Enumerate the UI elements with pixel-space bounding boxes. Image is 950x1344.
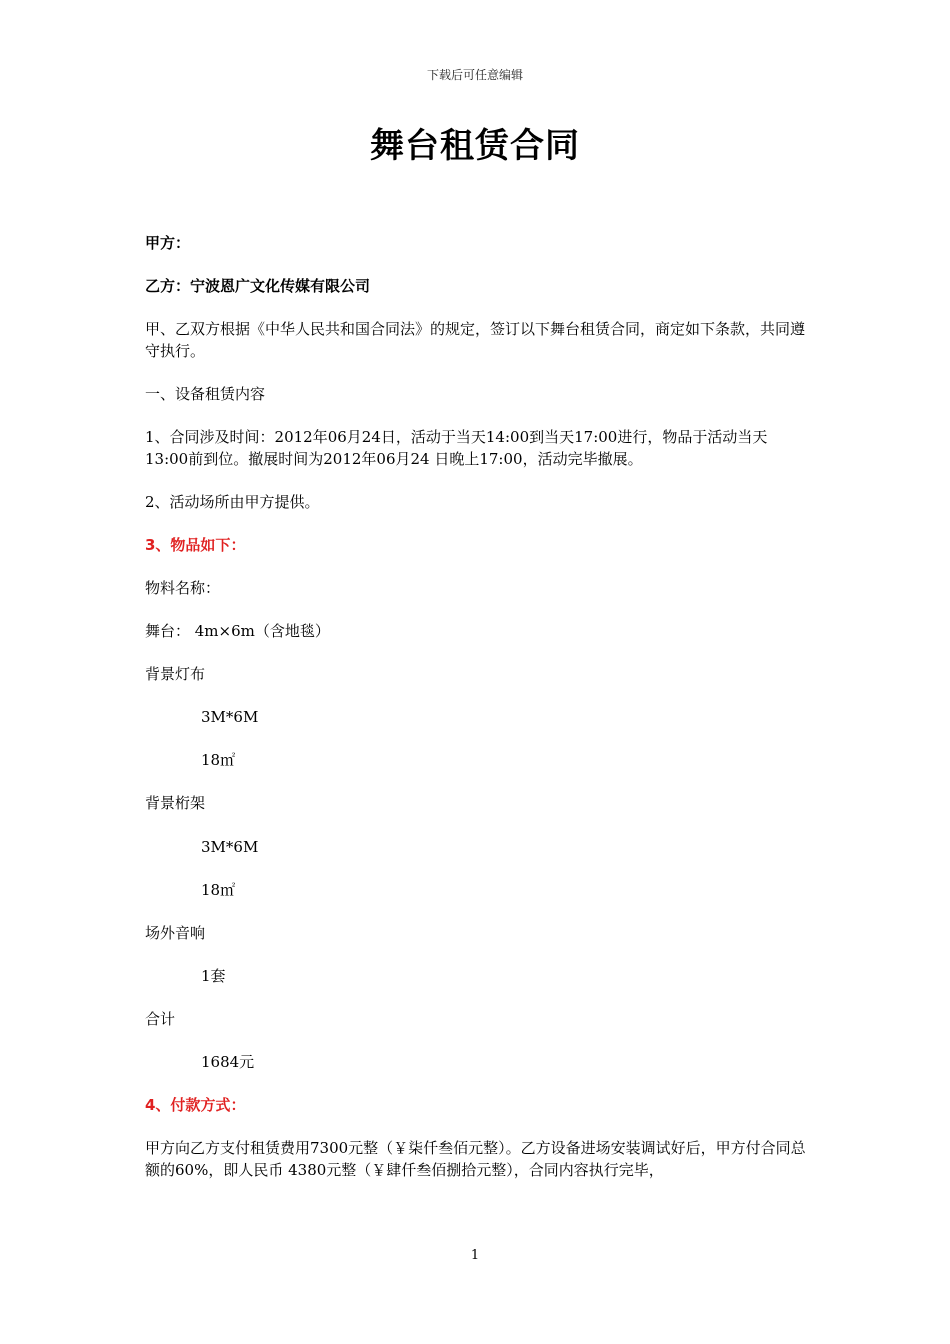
item-3-heading: 3、物品如下：: [145, 536, 246, 554]
bg-truss: 背景桁架: [145, 794, 206, 812]
audio: 场外音响: [145, 924, 206, 942]
item-4-heading: 4、付款方式：: [145, 1096, 246, 1114]
payment-paragraph: 甲方向乙方支付租赁费用7300元整（￥柒仟叁佰元整）。乙方设备进场安装调试好后，甲方付合同总额的60%，即人民币 4380元整（￥肆仟叁佰捌拾元整），合同内容执行完毕，: [145, 1139, 806, 1179]
bg-cloth-area: 18㎡: [201, 751, 236, 769]
stage-line: 舞台： 4m×6m（含地毯）: [145, 622, 330, 640]
bg-cloth-size: 3M*6M: [201, 708, 259, 726]
bg-cloth: 背景灯布: [145, 665, 206, 683]
document-title: 舞台租赁合同: [370, 126, 580, 166]
item-2: 2、活动场所由甲方提供。: [145, 493, 320, 511]
header-note: 下载后可任意编辑: [426, 68, 523, 82]
section-1-heading: 一、设备租赁内容: [145, 385, 266, 403]
bg-truss-area: 18㎡: [201, 881, 236, 899]
party-a: 甲方：: [145, 234, 191, 252]
item-1-paragraph: 1、合同涉及时间：2012年06月24日，活动于当天14:00到当天17:00进行，物品于活动当天13:00前到位。撤展时间为2012年06月24 日晚上17:00，活动完毕撤展。: [145, 428, 768, 468]
party-b: 乙方：宁波恩广文化传媒有限公司: [145, 277, 371, 295]
bg-truss-size: 3M*6M: [201, 838, 259, 856]
materials-label: 物料名称：: [145, 579, 221, 597]
total-value: 1684元: [201, 1053, 255, 1071]
intro-paragraph: 甲、乙双方根据《中华人民共和国合同法》的规定，签订以下舞台租赁合同，商定如下条款，共同遵守执行。: [145, 320, 806, 360]
total-label: 合计: [145, 1010, 176, 1028]
page-number: 1: [470, 1248, 480, 1263]
audio-qty: 1套: [201, 967, 226, 985]
